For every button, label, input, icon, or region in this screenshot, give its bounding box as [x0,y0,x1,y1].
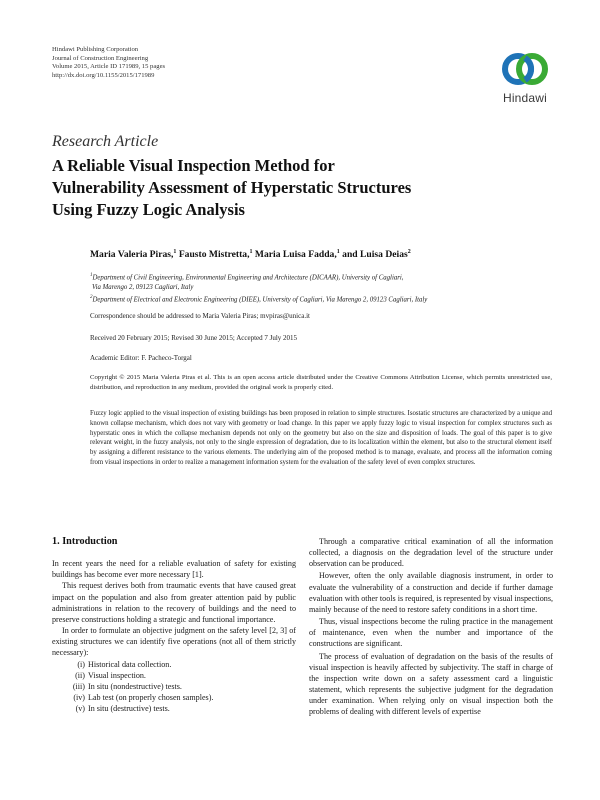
author-name: Maria Luisa Fadda, [254,249,337,261]
copyright-notice: Copyright © 2015 Maria Valeria Piras et al. This is an open access article distributed under the Creative Commons Attribution License, which permits unrestricted use, distribution, and reproduction in any medium, provided the original work is properly cited. [90,374,552,391]
affiliation-2 [90,293,560,305]
doi-link[interactable]: http://dx.doi.org/10.1155/2015/171989 [52,71,155,79]
author-name: and Luisa Deias [342,249,408,261]
title-line: Using Fuzzy Logic Analysis [52,200,245,219]
abstract: Fuzzy logic applied to the visual inspection of existing buildings has been proposed in relation to simple structures. Isostatic structures are characterized by a unique and known collapse mechanism, which does not vary with geometry or load change. In this paper we apply fuzzy logic to visual inspection for complex structures such as hyperstatic ones in which the collapse mechanism depends not only on the geometry but also on the size and disposition of loads. The goal of this paper is to give relevant weight, in the fuzzy analysis, not only to the single expression of degradation, due to its localization within the element, but also to the structural element itself by assigning a different resistance to the various elements. The underlying aim of the proposed method is to manage, evaluate, and process all the information coming from visual inspections in order to realize a management information system for the evaluation of the safety level of even complex structures. [90,410,552,466]
author-name: Fausto Mistretta, [178,249,250,261]
list-text: In situ (destructive) tests. [88,704,170,714]
paragraph: In order to formulate an objective judgment on the safety level [2, 3] of existing structures we can identify five operations (not all of them strictly necessary): [52,626,296,658]
hindawi-logo-text: Hindawi [502,91,548,105]
list-item [52,659,296,670]
list-item [52,703,296,714]
affiliation-mark: 2 [90,294,93,300]
article-title [52,155,552,221]
hindawi-logo [495,47,555,105]
author-list [90,249,411,260]
list-number: (i) [77,659,85,669]
affiliation-mark: 1 [90,273,93,278]
paragraph: Through a comparative critical examination of all the information collected, a diagnosis on the degradation level of the structure under observation can be produced. [309,537,553,569]
academic-editor: Academic Editor: F. Pacheco-Torgal [90,354,192,362]
list-item [52,670,296,681]
author-name: Maria Valeria Piras, [90,249,174,261]
title-line: A Reliable Visual Inspection Method for [52,156,335,175]
paragraph: Thus, visual inspections become the ruling practice in the management of maintenance, even when the number and importance of the constructions are significant. [309,617,553,649]
paragraph: However, often the only available diagnosis instrument, in order to evaluate the vulnerability of a construction and decide if further damage evaluation with other tools is required, is represented by visual inspections, mainly because of the need to restore safety conditions in a short time. [309,571,553,614]
list-number: (ii) [75,670,85,680]
paragraph: In recent years the need for a reliable evaluation of safety for existing buildings has become ever more necessary [1]. [52,559,296,580]
publication-info [52,46,165,80]
left-column [52,536,296,714]
article-type: Research Article [52,133,159,150]
section-heading: 1. Introduction [52,536,118,547]
list-item [52,681,296,692]
author-affiliation-mark: 1 [173,249,177,255]
list-text: Historical data collection. [88,659,172,669]
right-column [309,536,553,718]
list-text: Visual inspection. [88,670,146,680]
list-number: (v) [75,704,85,714]
list-number: (iii) [72,681,85,691]
operations-list [52,659,296,715]
received-dates: Received 20 February 2015; Revised 30 June 2015; Accepted 7 July 2015 [90,334,298,342]
list-text: In situ (nondestructive) tests. [88,681,182,691]
affiliation-text: Department of Civil Engineering, Environmental Engineering and Architecture (DICAAR), University of Cagliari, [92,274,404,282]
affiliation-1-cont [90,283,560,293]
list-item [52,692,296,703]
author-affiliation-mark: 1 [249,249,253,255]
list-number: (iv) [73,693,85,703]
affiliation-text: Department of Electrical and Electronic Engineering (DIEE), University of Cagliari, Via Marengo 2, 09123 Cagliari, Italy [92,296,428,304]
publisher-name: Hindawi Publishing Corporation [52,46,139,53]
correspondence: Correspondence should be addressed to Maria Valeria Piras; mvpiras@unica.it [90,312,310,320]
paragraph: The process of evaluation of degradation on the basis of the results of visual inspection is heavily affected by subjectivity. The staff in charge of the inspection write down on a safety assessment card a linguistic statement, which represents the subjective judgment for the degradation under examination. When relying only on visual inspection both the problems of dealing with different levels of expertise [309,651,553,717]
author-affiliation-mark: 1 [336,249,340,255]
affiliation-1 [90,271,560,283]
volume-info: Volume 2015, Article ID 171989, 15 pages [52,63,166,71]
hindawi-rings-icon [495,47,555,91]
journal-name: Journal of Construction Engineering [52,54,149,62]
author-affiliation-mark: 2 [407,249,411,255]
affiliations [90,271,560,305]
list-text: Lab test (on properly chosen samples). [88,693,214,703]
affiliation-text: Via Marengo 2, 09123 Cagliari, Italy [92,284,194,292]
paragraph: This request derives both from traumatic events that have caused great impact on the population and also from greater attention paid by public administrations in relation to the recovery of buildings and the need to preserve constructions holding a strategic and functional importance. [52,581,296,624]
title-line: Vulnerability Assessment of Hyperstatic Structures [52,178,412,197]
